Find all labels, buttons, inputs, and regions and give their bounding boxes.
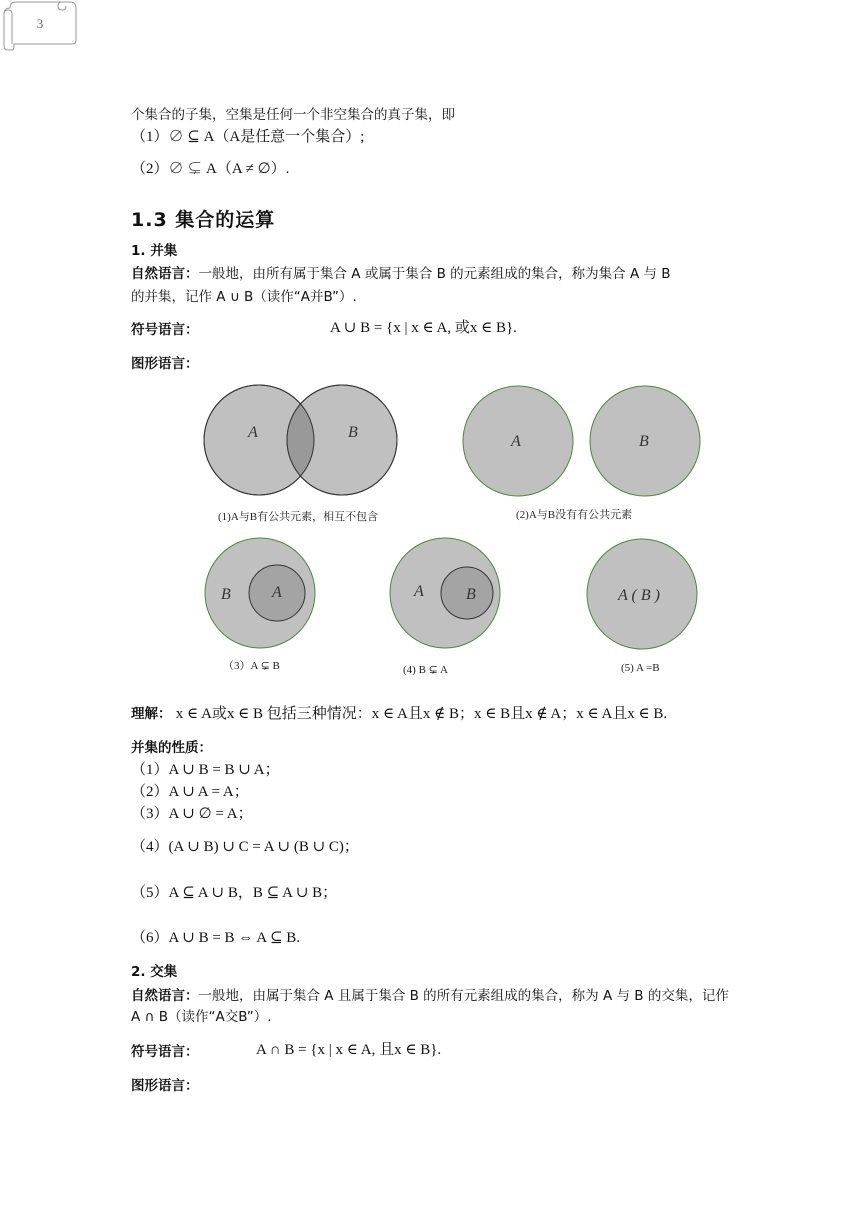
intersection-symbol-expression: A ∩ B = {x | x ∈ A, 且x ∈ B}. (256, 1042, 442, 1058)
fig2-label-a: A (511, 433, 521, 450)
fig4-caption: (4) B ⊊ A (403, 664, 448, 676)
union-property-2: （2）A ∪ A = A； (131, 784, 249, 800)
fig5-label: A ( B ) (618, 587, 660, 604)
union-property-4: （4）(A ∪ B) ∪ C = A ∪ (B ∪ C)； (131, 839, 359, 855)
graphic-language-label: 图形语言： (131, 356, 199, 372)
union-venn-diagrams (0, 370, 860, 690)
union-natural-text-1: 一般地，由所有属于集合 A 或属于集合 B 的元素组成的集合，称为集合 A 与 B (198, 266, 671, 282)
intersection-graphic-label: 图形语言： (131, 1078, 199, 1094)
union-property-3: （3）A ∪ ∅ = A； (131, 806, 253, 822)
union-property-5: （5）A ⊆ A ∪ B，B ⊆ A ∪ B； (131, 885, 338, 901)
symbol-language-label: 符号语言： (131, 322, 199, 338)
understanding-label: 理解： (131, 706, 172, 722)
union-symbol-expression: A ∪ B = {x | x ∈ A, 或x ∈ B}. (330, 320, 517, 336)
fig3-caption: （3）A ⊊ B (223, 660, 280, 672)
fig1-label-a: A (248, 424, 258, 441)
intro-item-2: （2）∅ ⊊ A（A ≠ ∅）. (131, 161, 290, 177)
union-natural-line-1 (131, 265, 671, 283)
fig3-label-inner: A (272, 584, 282, 601)
fig4-label-inner: B (466, 586, 476, 603)
intersection-heading: 2. 交集 (131, 964, 178, 980)
fig2-label-b: B (639, 433, 649, 450)
page-number: 3 (36, 16, 44, 31)
fig2-disjoint (463, 386, 700, 521)
fig2-caption: (2)A与B没有有公共元素 (516, 509, 633, 521)
fig4-b-subset-a (390, 538, 500, 676)
intersection-natural-text: 一般地，由属于集合 A 且属于集合 B 的所有元素组成的集合，称为 A 与 B 的交集，记作 A ∩ B（读作“A交B”）. (131, 988, 729, 1025)
understanding-line (131, 705, 667, 723)
fig3-a-subset-b (205, 538, 315, 672)
understanding-text: x ∈ A或x ∈ B 包括三种情况：x ∈ A且x ∉ B；x ∈ B且x ∉ A；x ∈ A且x ∈ B. (175, 706, 668, 722)
union-heading: 1. 并集 (131, 243, 178, 259)
union-property-6: （6）A ∪ B = B ⇔ A ⊆ B. (131, 930, 301, 946)
fig1-label-b: B (348, 424, 358, 441)
intro-item-1: （1）∅ ⊆ A（A是任意一个集合）; (131, 129, 365, 145)
union-property-1: （1）A ∪ B = B ∪ A； (131, 762, 280, 778)
fig3-label-outer: B (221, 586, 231, 603)
union-natural-text-2: 的并集，记作 A ∪ B（读作“A并B”）. (131, 289, 357, 305)
fig5-equal (587, 539, 697, 674)
fig4-label-outer: A (414, 583, 424, 600)
fig1-overlap (204, 385, 397, 523)
intersection-natural-paragraph (131, 986, 731, 1028)
fig5-caption: (5) A =B (621, 662, 660, 674)
section-title: 1.3 集合的运算 (131, 209, 276, 231)
fig1-caption: (1)A与B有公共元素，相互不包含 (218, 511, 379, 523)
intersection-natural-label: 自然语言： (131, 988, 199, 1004)
natural-language-label: 自然语言： (131, 266, 199, 282)
intro-line: 个集合的子集，空集是任何一个非空集合的真子集，即 (131, 107, 455, 123)
union-properties-title: 并集的性质： (131, 740, 212, 756)
intersection-symbol-label: 符号语言： (131, 1044, 199, 1060)
